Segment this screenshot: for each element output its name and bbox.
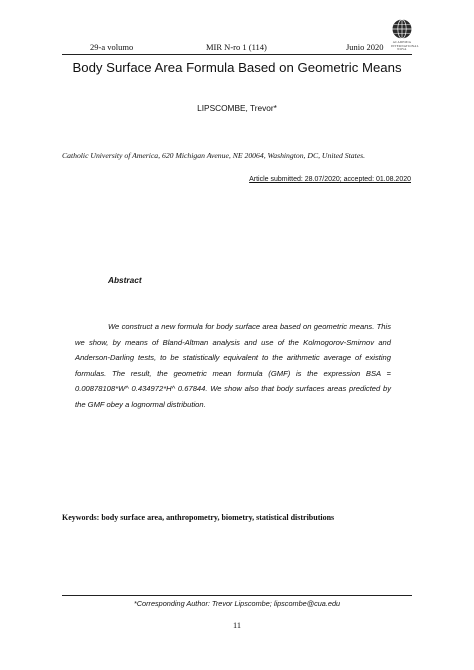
affiliation: Catholic University of America, 620 Michigan Avenue, NE 20064, Washington, DC, United States. — [62, 151, 366, 160]
abstract-body: We construct a new formula for body surface area based on geometric means. This we show, by means of Bland-Altman analysis and use of the Kolmogorov-Smirnov and Anderson-Darling tests, to be statistically equivalent to the arithmetic average of existing formulas. The result, the geometric mean formula (GMF) is the expression BSA = 0.00878108*W^ 0.434972*H^ 0.67844. We show also that body surfaces areas predicted by the GMF obey a lognormal distribution. — [75, 322, 391, 409]
abstract-heading: Abstract — [108, 275, 142, 285]
header-volume: 29-a volumo — [90, 42, 134, 52]
globe-icon — [391, 18, 413, 40]
logo-caption: ACADEMIA INTERNATIONAL NOVA — [391, 40, 419, 51]
footnote-rule — [62, 595, 412, 596]
keywords: Keywords: body surface area, anthropometry, biometry, statistical distributions — [62, 513, 335, 522]
author-line: LIPSCOMBE, Trevor* — [197, 103, 277, 113]
corresponding-author-footnote: *Corresponding Author: Trevor Lipscombe; lipscombe@cua.edu — [133, 599, 341, 608]
paper-title: Body Surface Area Formula Based on Geometric Means — [72, 60, 402, 75]
header-rule — [62, 54, 412, 55]
journal-logo — [391, 18, 419, 52]
article-dates: Article submitted: 28.07/2020; accepted: 01.08.2020 — [249, 176, 411, 183]
header-date: Junio 2020 — [346, 42, 384, 52]
header-issue: MIR N-ro 1 (114) — [206, 42, 267, 52]
page-number: 11 — [233, 621, 241, 630]
